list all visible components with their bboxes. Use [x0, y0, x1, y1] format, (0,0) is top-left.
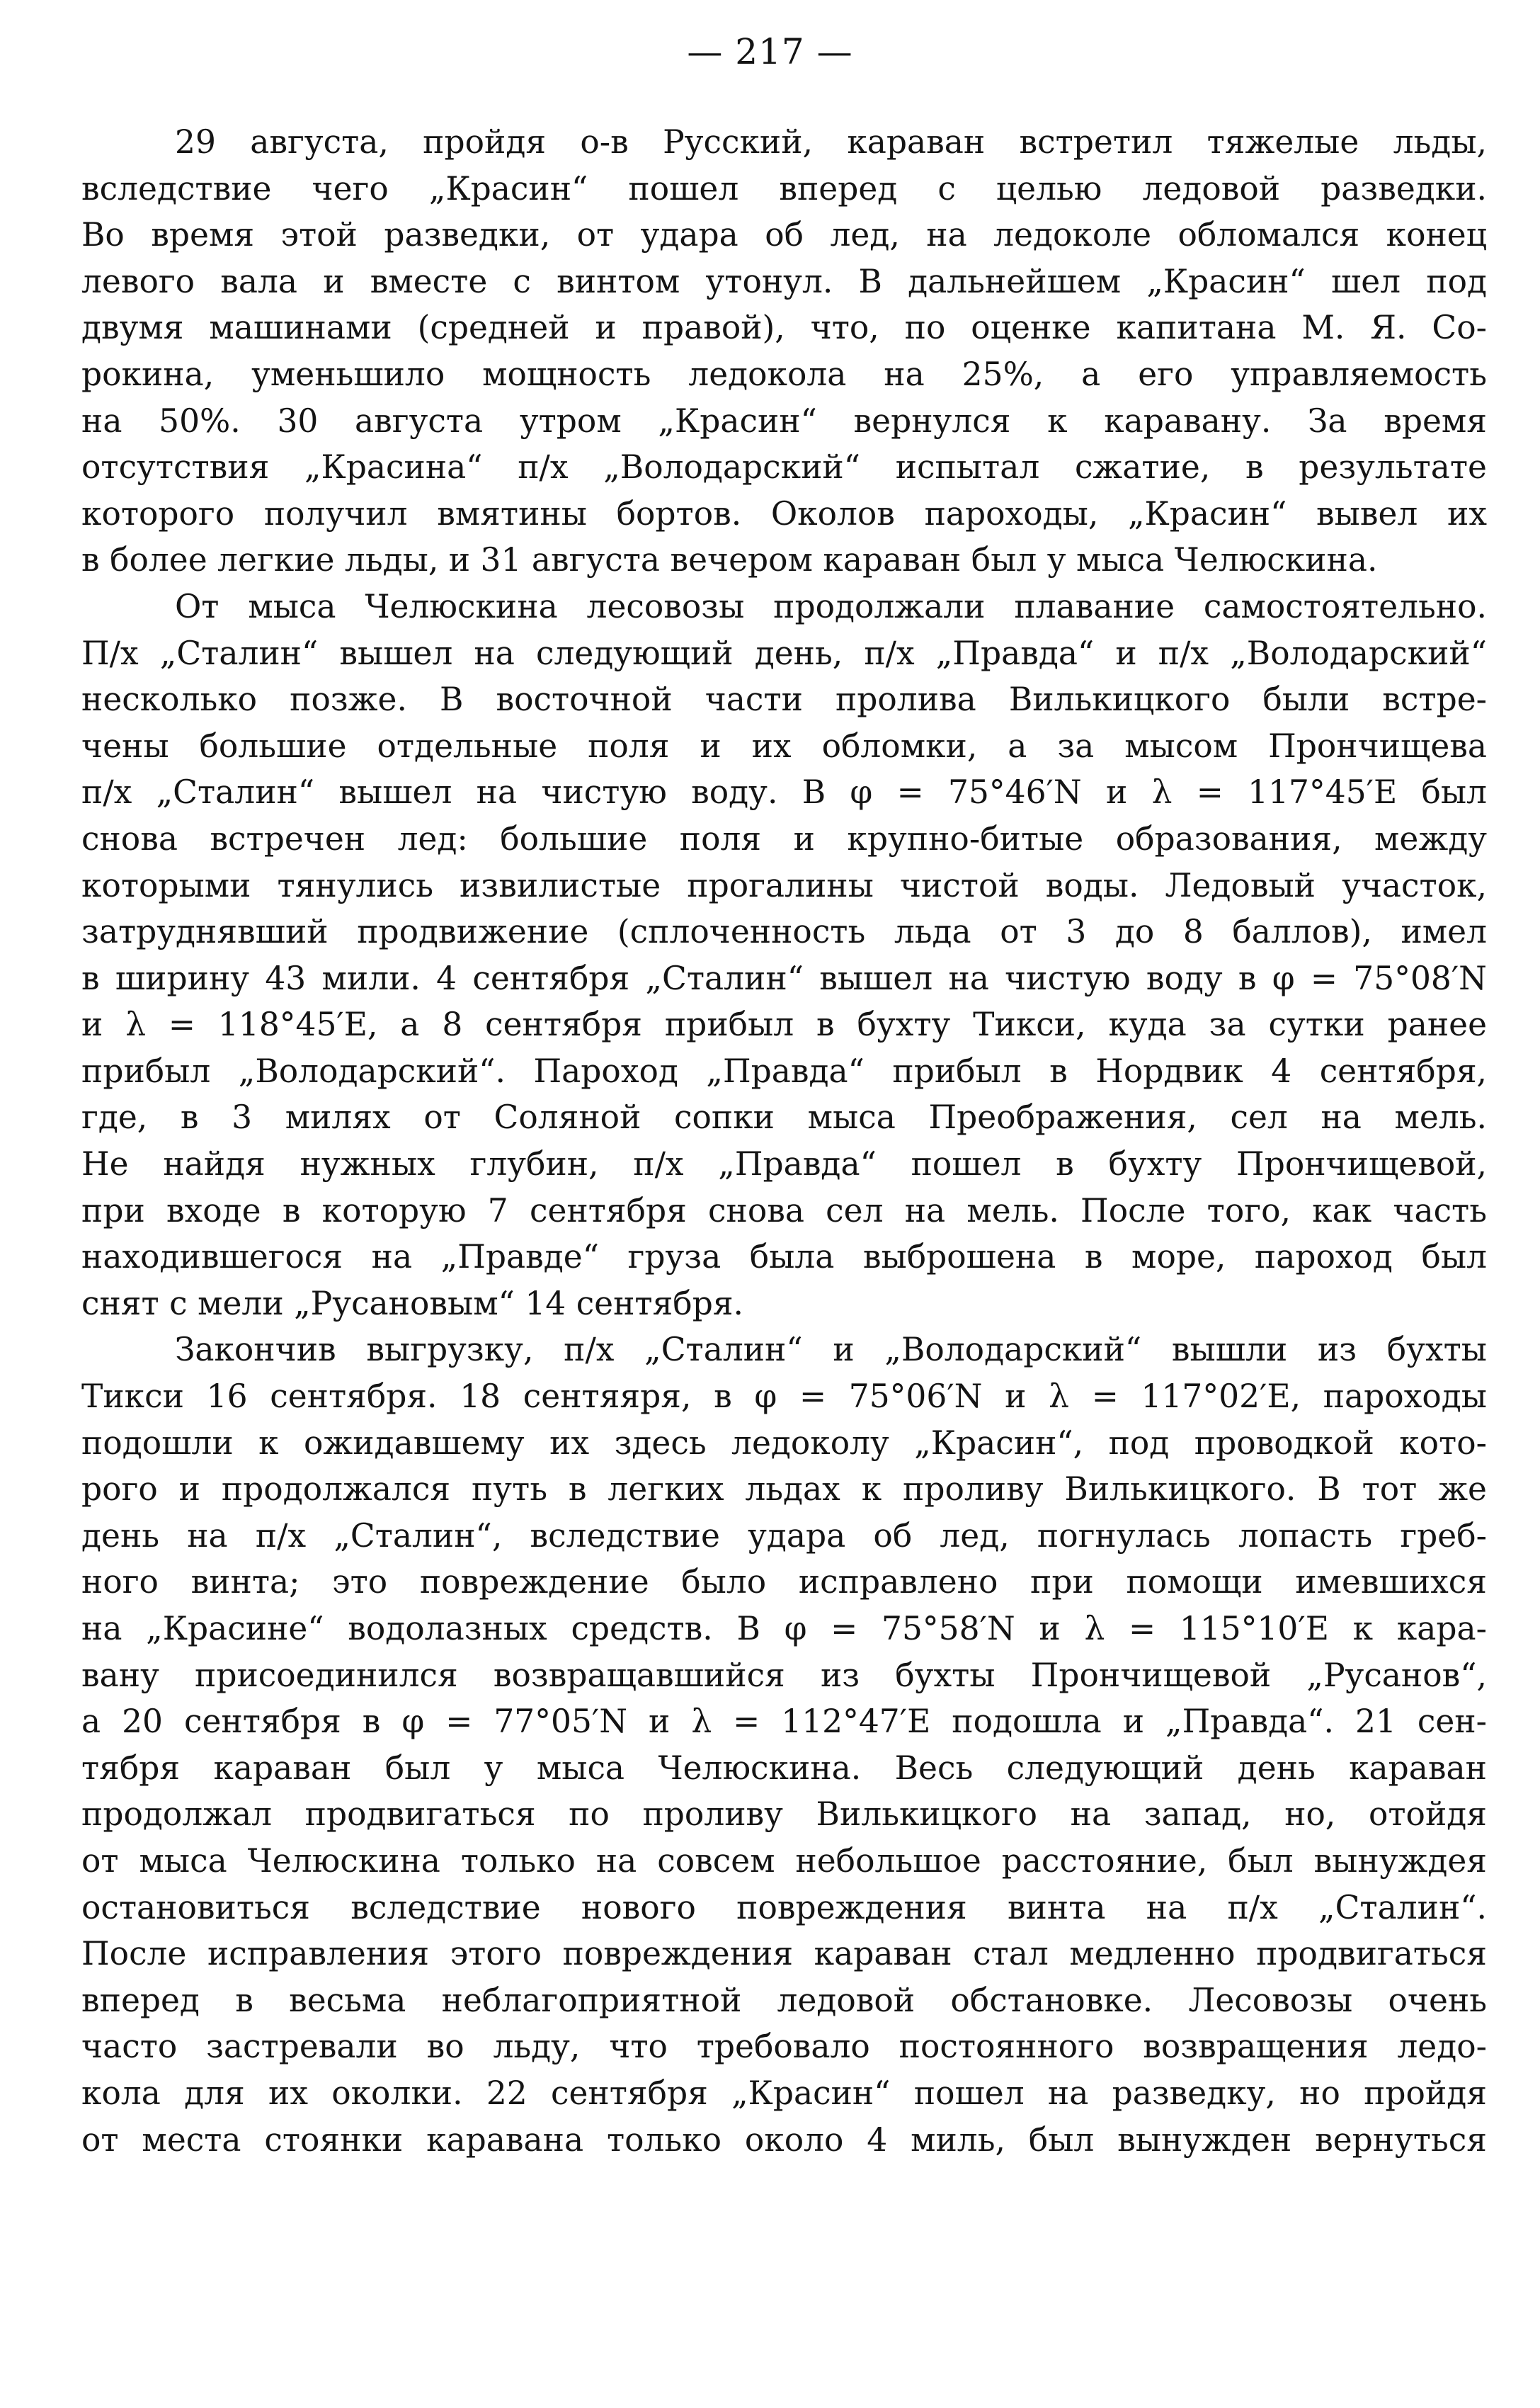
text-line: при входе в которую 7 сентября снова сел на мель. После того, как часть	[81, 1191, 1487, 1229]
text-line: П/х „Сталин“ вышел на следующий день, п/х „Правда“ и п/х „Володарский“	[81, 634, 1487, 672]
text-line: п/х „Сталин“ вышел на чистую воду. В φ = 75°46′N и λ = 117°45′E был	[81, 773, 1487, 812]
text-line: и λ = 118°45′E, а 8 сентября прибыл в бухту Тикси, куда за сутки ранее	[81, 1006, 1487, 1044]
text-line: прибыл „Володарский“. Пароход „Правда“ прибыл в Нордвик 4 сентября,	[81, 1052, 1487, 1090]
paragraph	[81, 1327, 1487, 2163]
text-line: вану присоединился возвращавшийся из бухты Прончищевой „Русанов“,	[81, 1656, 1487, 1694]
text-line: снят с мели „Русановым“ 14 сентября.	[81, 1284, 743, 1322]
text-line: на „Красине“ водолазных средств. В φ = 75°58′N и λ = 115°10′E к кара-	[81, 1610, 1487, 1647]
body-text	[81, 119, 1487, 2163]
text-line: затруднявший продвижение (сплоченность льда от 3 до 8 баллов), имел	[81, 913, 1487, 951]
text-line: рого и продолжался путь в легких льдах к проливу Вилькицкого. В тот же	[81, 1470, 1487, 1509]
paragraph	[81, 584, 1487, 1327]
text-line: чены большие отдельные поля и их обломки, а за мысом Прончищева	[81, 727, 1487, 765]
text-line: кола для их околки. 22 сентября „Красин“ пошел на разведку, но пройдя	[81, 2074, 1487, 2112]
text-line: От мыса Челюскина лесовозы продолжали плавание самостоятельно.	[175, 587, 1487, 625]
text-line: а 20 сентября в φ = 77°05′N и λ = 112°47′E подошла и „Правда“. 21 сен-	[81, 1703, 1487, 1741]
text-line: от места стоянки каравана только около 4 миль, был вынужден вернуться	[81, 2120, 1487, 2159]
text-line: часто застревали во льду, что требовало постоянного возвращения ледо-	[81, 2028, 1487, 2066]
text-line: которыми тянулись извилистые прогалины чистой воды. Ледовый участок,	[81, 866, 1487, 904]
text-line: остановиться вследствие нового повреждения винта на п/х „Сталин“.	[81, 1888, 1487, 1926]
text-line: рокина, уменьшило мощность ледокола на 25%, а его управляемость	[81, 355, 1487, 393]
text-line: которого получил вмятины бортов. Околов пароходы, „Красин“ вывел их	[81, 494, 1487, 533]
text-line: ного винта; это повреждение было исправлено при помощи имевшихся	[81, 1563, 1487, 1601]
text-line: в ширину 43 мили. 4 сентября „Сталин“ вышел на чистую воду в φ = 75°08′N	[81, 959, 1487, 997]
text-line: подошли к ожидавшему их здесь ледоколу „Красин“, под проводкой кото-	[81, 1424, 1487, 1462]
text-line: день на п/х „Сталин“, вследствие удара об лед, погнулась лопасть греб-	[81, 1516, 1487, 1555]
text-line: левого вала и вместе с винтом утонул. В дальнейшем „Красин“ шел под	[81, 262, 1487, 300]
text-line: Тикси 16 сентября. 18 сентяяря, в φ = 75°06′N и λ = 117°02′E, пароходы	[81, 1378, 1487, 1416]
text-line: несколько позже. В восточной части пролива Вилькицкого были встре-	[81, 681, 1487, 719]
text-line: снова встречен лед: большие поля и крупно-битые образования, между	[81, 819, 1487, 858]
text-line: в более легкие льды, и 31 августа вечером караван был у мыса Челюскина.	[81, 541, 1378, 579]
text-line: продолжал продвигаться по проливу Вилькицкого на запад, но, отойдя	[81, 1795, 1487, 1834]
text-line: 29 августа, пройдя о-в Русский, караван встретил тяжелые льды,	[175, 123, 1487, 161]
text-line: вперед в весьма неблагоприятной ледовой обстановке. Лесовозы очень	[81, 1981, 1487, 2019]
text-line: двумя машинами (средней и правой), что, по оценке капитана М. Я. Со-	[81, 309, 1487, 347]
text-line: Закончив выгрузку, п/х „Сталин“ и „Володарский“ вышли из бухты	[175, 1331, 1487, 1369]
text-line: вследствие чего „Красин“ пошел вперед с целью ледовой разведки.	[81, 169, 1487, 208]
text-line: Не найдя нужных глубин, п/х „Правда“ пошел в бухту Прончищевой,	[81, 1145, 1487, 1183]
text-line: тября караван был у мыса Челюскина. Весь следующий день караван	[81, 1749, 1487, 1787]
text-line: на 50%. 30 августа утром „Красин“ вернулся к каравану. За время	[81, 402, 1487, 440]
text-line: Во время этой разведки, от удара об лед, на ледоколе обломался конец	[81, 216, 1487, 254]
text-line: отсутствия „Красина“ п/х „Володарский“ испытал сжатие, в результате	[81, 448, 1487, 487]
text-line: находившегося на „Правде“ груза была выброшена в море, пароход был	[81, 1238, 1487, 1276]
text-line: После исправления этого повреждения караван стал медленно продвигаться	[81, 1935, 1487, 1973]
text-line: от мыса Челюскина только на совсем небольшое расстояние, был вынуждея	[81, 1841, 1487, 1880]
page-number: — 217 —	[687, 31, 853, 72]
text-line: где, в 3 милях от Соляной сопки мыса Преображения, сел на мель.	[81, 1098, 1487, 1137]
paragraph	[81, 119, 1487, 584]
